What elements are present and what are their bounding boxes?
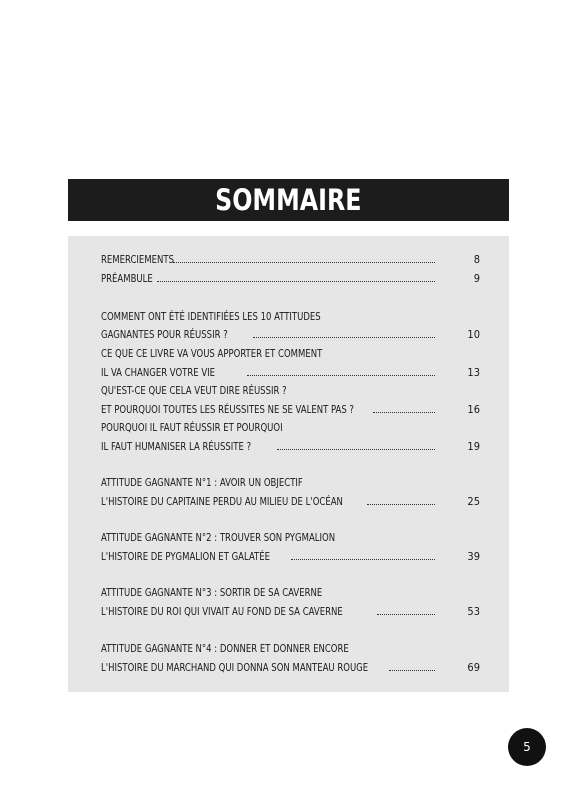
toc-entry-text: ATTITUDE GAGNANTE N°4 : DONNER ET DONNER ENCORE xyxy=(101,642,349,655)
dot-leader xyxy=(253,337,435,338)
toc-entry-text: L'HISTOIRE DE PYGMALION ET GALATÉE xyxy=(101,550,271,563)
toc-entry[interactable] xyxy=(101,272,480,288)
toc-entry-text: IL VA CHANGER VOTRE VIE xyxy=(101,366,216,379)
toc-entry[interactable] xyxy=(101,440,480,456)
toc-entry-page: 16 xyxy=(467,403,480,416)
toc-entry[interactable] xyxy=(101,586,480,602)
toc-entry-text: POURQUOI IL FAUT RÉUSSIR ET POURQUOI xyxy=(101,421,283,434)
toc-entry-text: REMERCIEMENTS xyxy=(101,253,174,266)
dot-leader xyxy=(173,262,435,263)
dot-leader xyxy=(247,375,435,376)
toc-entry-page: 13 xyxy=(467,366,480,379)
toc-entry-text: ET POURQUOI TOUTES LES RÉUSSITES NE SE VALENT PAS ? xyxy=(101,403,354,416)
toc-entry[interactable] xyxy=(101,550,480,566)
title-bar xyxy=(68,179,509,221)
toc-entry[interactable] xyxy=(101,642,480,658)
toc-entry[interactable] xyxy=(101,328,480,344)
toc-entry-page: 10 xyxy=(467,328,480,341)
page-number-badge xyxy=(508,728,546,766)
toc-entry-text: CE QUE CE LIVRE VA VOUS APPORTER ET COMMENT xyxy=(101,347,323,360)
toc-entry-text: ATTITUDE GAGNANTE N°3 : SORTIR DE SA CAVERNE xyxy=(101,586,323,599)
toc-entry-text: L'HISTOIRE DU CAPITAINE PERDU AU MILIEU DE L'OCÉAN xyxy=(101,495,343,508)
toc-entry-text: GAGNANTES POUR RÉUSSIR ? xyxy=(101,328,228,341)
toc-entry[interactable] xyxy=(101,605,480,621)
toc-entry[interactable] xyxy=(101,476,480,492)
toc-entry-text: IL FAUT HUMANISER LA RÉUSSITE ? xyxy=(101,440,252,453)
toc-entry[interactable] xyxy=(101,495,480,511)
toc-entry[interactable] xyxy=(101,310,480,326)
toc-entry-text: ATTITUDE GAGNANTE N°1 : AVOIR UN OBJECTIF xyxy=(101,476,303,489)
toc-entry[interactable] xyxy=(101,384,480,400)
toc-entry-page: 53 xyxy=(467,605,480,618)
toc-entry-page: 9 xyxy=(473,272,480,285)
toc-entry[interactable] xyxy=(101,403,480,419)
toc-entry[interactable] xyxy=(101,253,480,269)
page-title: SOMMAIRE xyxy=(215,183,362,217)
toc-entry-text: ATTITUDE GAGNANTE N°2 : TROUVER SON PYGMALION xyxy=(101,531,336,544)
toc-entry-page: 69 xyxy=(467,661,480,674)
toc-entry[interactable] xyxy=(101,421,480,437)
dot-leader xyxy=(157,281,435,282)
dot-leader xyxy=(377,614,435,615)
dot-leader xyxy=(367,504,435,505)
toc-entry-page: 8 xyxy=(473,253,480,266)
toc-entry-page: 25 xyxy=(467,495,480,508)
page-number: 5 xyxy=(523,740,531,754)
toc-entry[interactable] xyxy=(101,366,480,382)
dot-leader xyxy=(389,670,435,671)
dot-leader xyxy=(277,449,435,450)
toc-entry-text: L'HISTOIRE DU MARCHAND QUI DONNA SON MANTEAU ROUGE xyxy=(101,661,369,674)
toc-entry-text: L'HISTOIRE DU ROI QUI VIVAIT AU FOND DE SA CAVERNE xyxy=(101,605,343,618)
table-of-contents xyxy=(68,236,509,692)
toc-entry-page: 19 xyxy=(467,440,480,453)
toc-entry[interactable] xyxy=(101,661,480,677)
toc-entry-page: 39 xyxy=(467,550,480,563)
toc-entry[interactable] xyxy=(101,347,480,363)
toc-entry-text: PRÉAMBULE xyxy=(101,272,153,285)
toc-entry[interactable] xyxy=(101,531,480,547)
toc-entry-text: QU'EST-CE QUE CELA VEUT DIRE RÉUSSIR ? xyxy=(101,384,287,397)
dot-leader xyxy=(291,559,435,560)
dot-leader xyxy=(373,412,435,413)
toc-entry-text: COMMENT ONT ÉTÉ IDENTIFIÉES LES 10 ATTITUDES xyxy=(101,310,321,323)
